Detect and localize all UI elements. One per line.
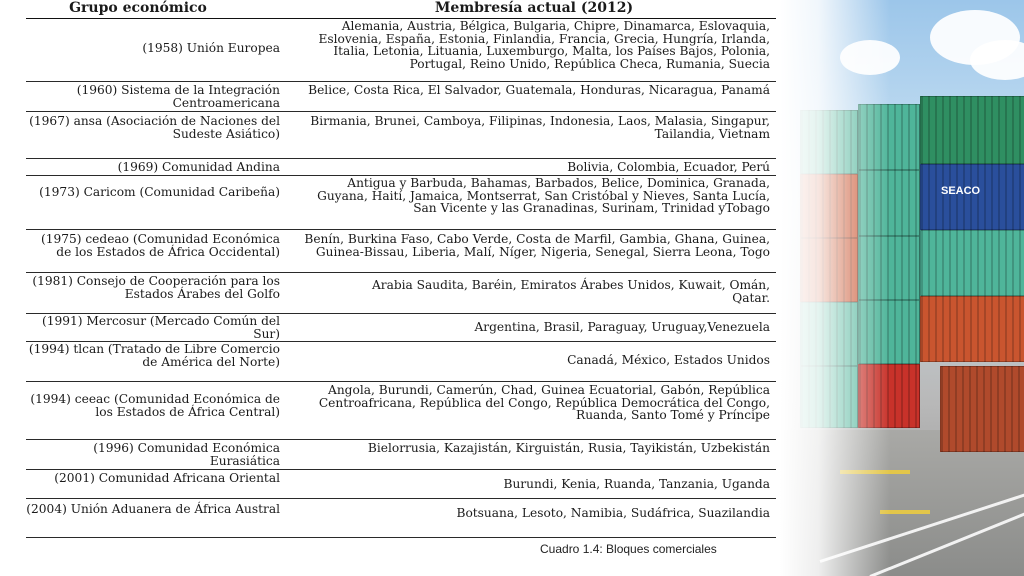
group-cell: (1981) Consejo de Cooperación para los Estados Árabes del Golfo — [32, 274, 280, 301]
container-seaco — [920, 164, 1024, 230]
table-row — [26, 440, 776, 470]
table-row — [26, 176, 776, 230]
table-row — [26, 273, 776, 314]
members-cell: Canadá, México, Estados Unidos — [567, 353, 770, 367]
members-cell: Alemania, Austria, Bélgica, Bulgaria, Chipre, Dinamarca, Eslovaquia, Eslovenia, España, Estonia, Finlandia, Francia, Grecia, Hungría, Irlanda, Italia, Letonia, Lituania, Luxemburgo, Malta, los Países Bajos, Polonia, Portugal, Reino Unido, República Checa, Rumania, Suecia — [318, 19, 770, 71]
group-cell: (1996) Comunidad Económica Eurasiática — [93, 441, 280, 468]
table-row — [26, 82, 776, 112]
group-cell: (1973) Caricom (Comunidad Caribeña) — [39, 185, 280, 199]
table-row — [26, 230, 776, 273]
table-row — [26, 159, 776, 176]
members-cell: Angola, Burundi, Camerún, Chad, Guinea Ecuatorial, Gabón, República Centroafricana, República del Congo, República Democrática del Congo, Ruanda, Santo Tomé y Príncipe — [318, 383, 770, 423]
group-cell: (1960) Sistema de la Integración Centroamericana — [76, 83, 280, 110]
group-cell: (1994) ceeac (Comunidad Económica de los Estados de África Central) — [30, 392, 280, 419]
table-header-row — [26, 0, 776, 19]
group-cell: (1969) Comunidad Andina — [117, 160, 280, 174]
table-row — [26, 470, 776, 499]
group-cell: (2001) Comunidad Africana Oriental — [54, 471, 280, 485]
members-cell: Argentina, Brasil, Paraguay, Uruguay,Venezuela — [474, 320, 770, 334]
cloud-shape — [970, 40, 1024, 80]
members-cell: Bielorrusia, Kazajistán, Kirguistán, Rusia, Tayikistán, Uzbekistán — [367, 441, 770, 455]
group-cell: (1994) tlcan (Tratado de Libre Comercio de América del Norte) — [28, 342, 280, 369]
members-cell: Arabia Saudita, Baréin, Emiratos Árabes Unidos, Kuwait, Omán, Qatar. — [371, 278, 770, 305]
table-row — [26, 382, 776, 440]
container — [940, 366, 1024, 452]
table-caption: Cuadro 1.4: Bloques comerciales — [540, 542, 717, 556]
table-row — [26, 342, 776, 382]
header-members: Membresía actual (2012) — [434, 0, 634, 16]
table-row — [26, 19, 776, 82]
members-cell: Antigua y Barbuda, Bahamas, Barbados, Belice, Dominica, Granada, Guyana, Haití, Jamaica, Montserrat, San Cristóbal y Nieves, Santa Lucía, San Vicente y las Granadinas, Surinam, Trinidad yTobago — [317, 176, 770, 216]
table-row — [26, 314, 776, 342]
members-cell: Belice, Costa Rica, El Salvador, Guatemala, Honduras, Nicaragua, Panamá — [308, 83, 770, 97]
trade-blocs-table — [26, 0, 776, 538]
container — [920, 96, 1024, 164]
group-cell: (1991) Mercosur (Mercado Común del Sur) — [42, 314, 280, 341]
photo-fade — [780, 0, 890, 576]
container-label: SEACO — [941, 185, 981, 197]
container — [920, 296, 1024, 362]
group-cell: (1975) cedeao (Comunidad Económica de los Estados de África Occidental) — [40, 232, 280, 259]
members-cell: Birmania, Brunei, Camboya, Filipinas, Indonesia, Laos, Malasia, Singapur, Tailandia, Vietnam — [310, 114, 770, 141]
members-cell: Bolivia, Colombia, Ecuador, Perú — [567, 160, 770, 174]
members-cell: Burundi, Kenia, Ruanda, Tanzania, Uganda — [503, 477, 770, 491]
table-row — [26, 112, 776, 159]
members-cell: Benín, Burkina Faso, Cabo Verde, Costa de Marfil, Gambia, Ghana, Guinea, Guinea-Bissau, Liberia, Malí, Níger, Nigeria, Senegal, Sierra Leona, Togo — [304, 232, 770, 259]
group-cell: (1967) ansa (Asociación de Naciones del Sudeste Asiático) — [29, 114, 280, 141]
header-group: Grupo económico — [69, 0, 207, 16]
group-cell: (1958) Unión Europea — [142, 41, 280, 55]
group-cell: (2004) Unión Aduanera de África Austral — [26, 502, 280, 516]
table-row — [26, 499, 776, 538]
container — [920, 230, 1024, 296]
members-cell: Botsuana, Lesoto, Namibia, Sudáfrica, Suazilandia — [456, 506, 770, 520]
